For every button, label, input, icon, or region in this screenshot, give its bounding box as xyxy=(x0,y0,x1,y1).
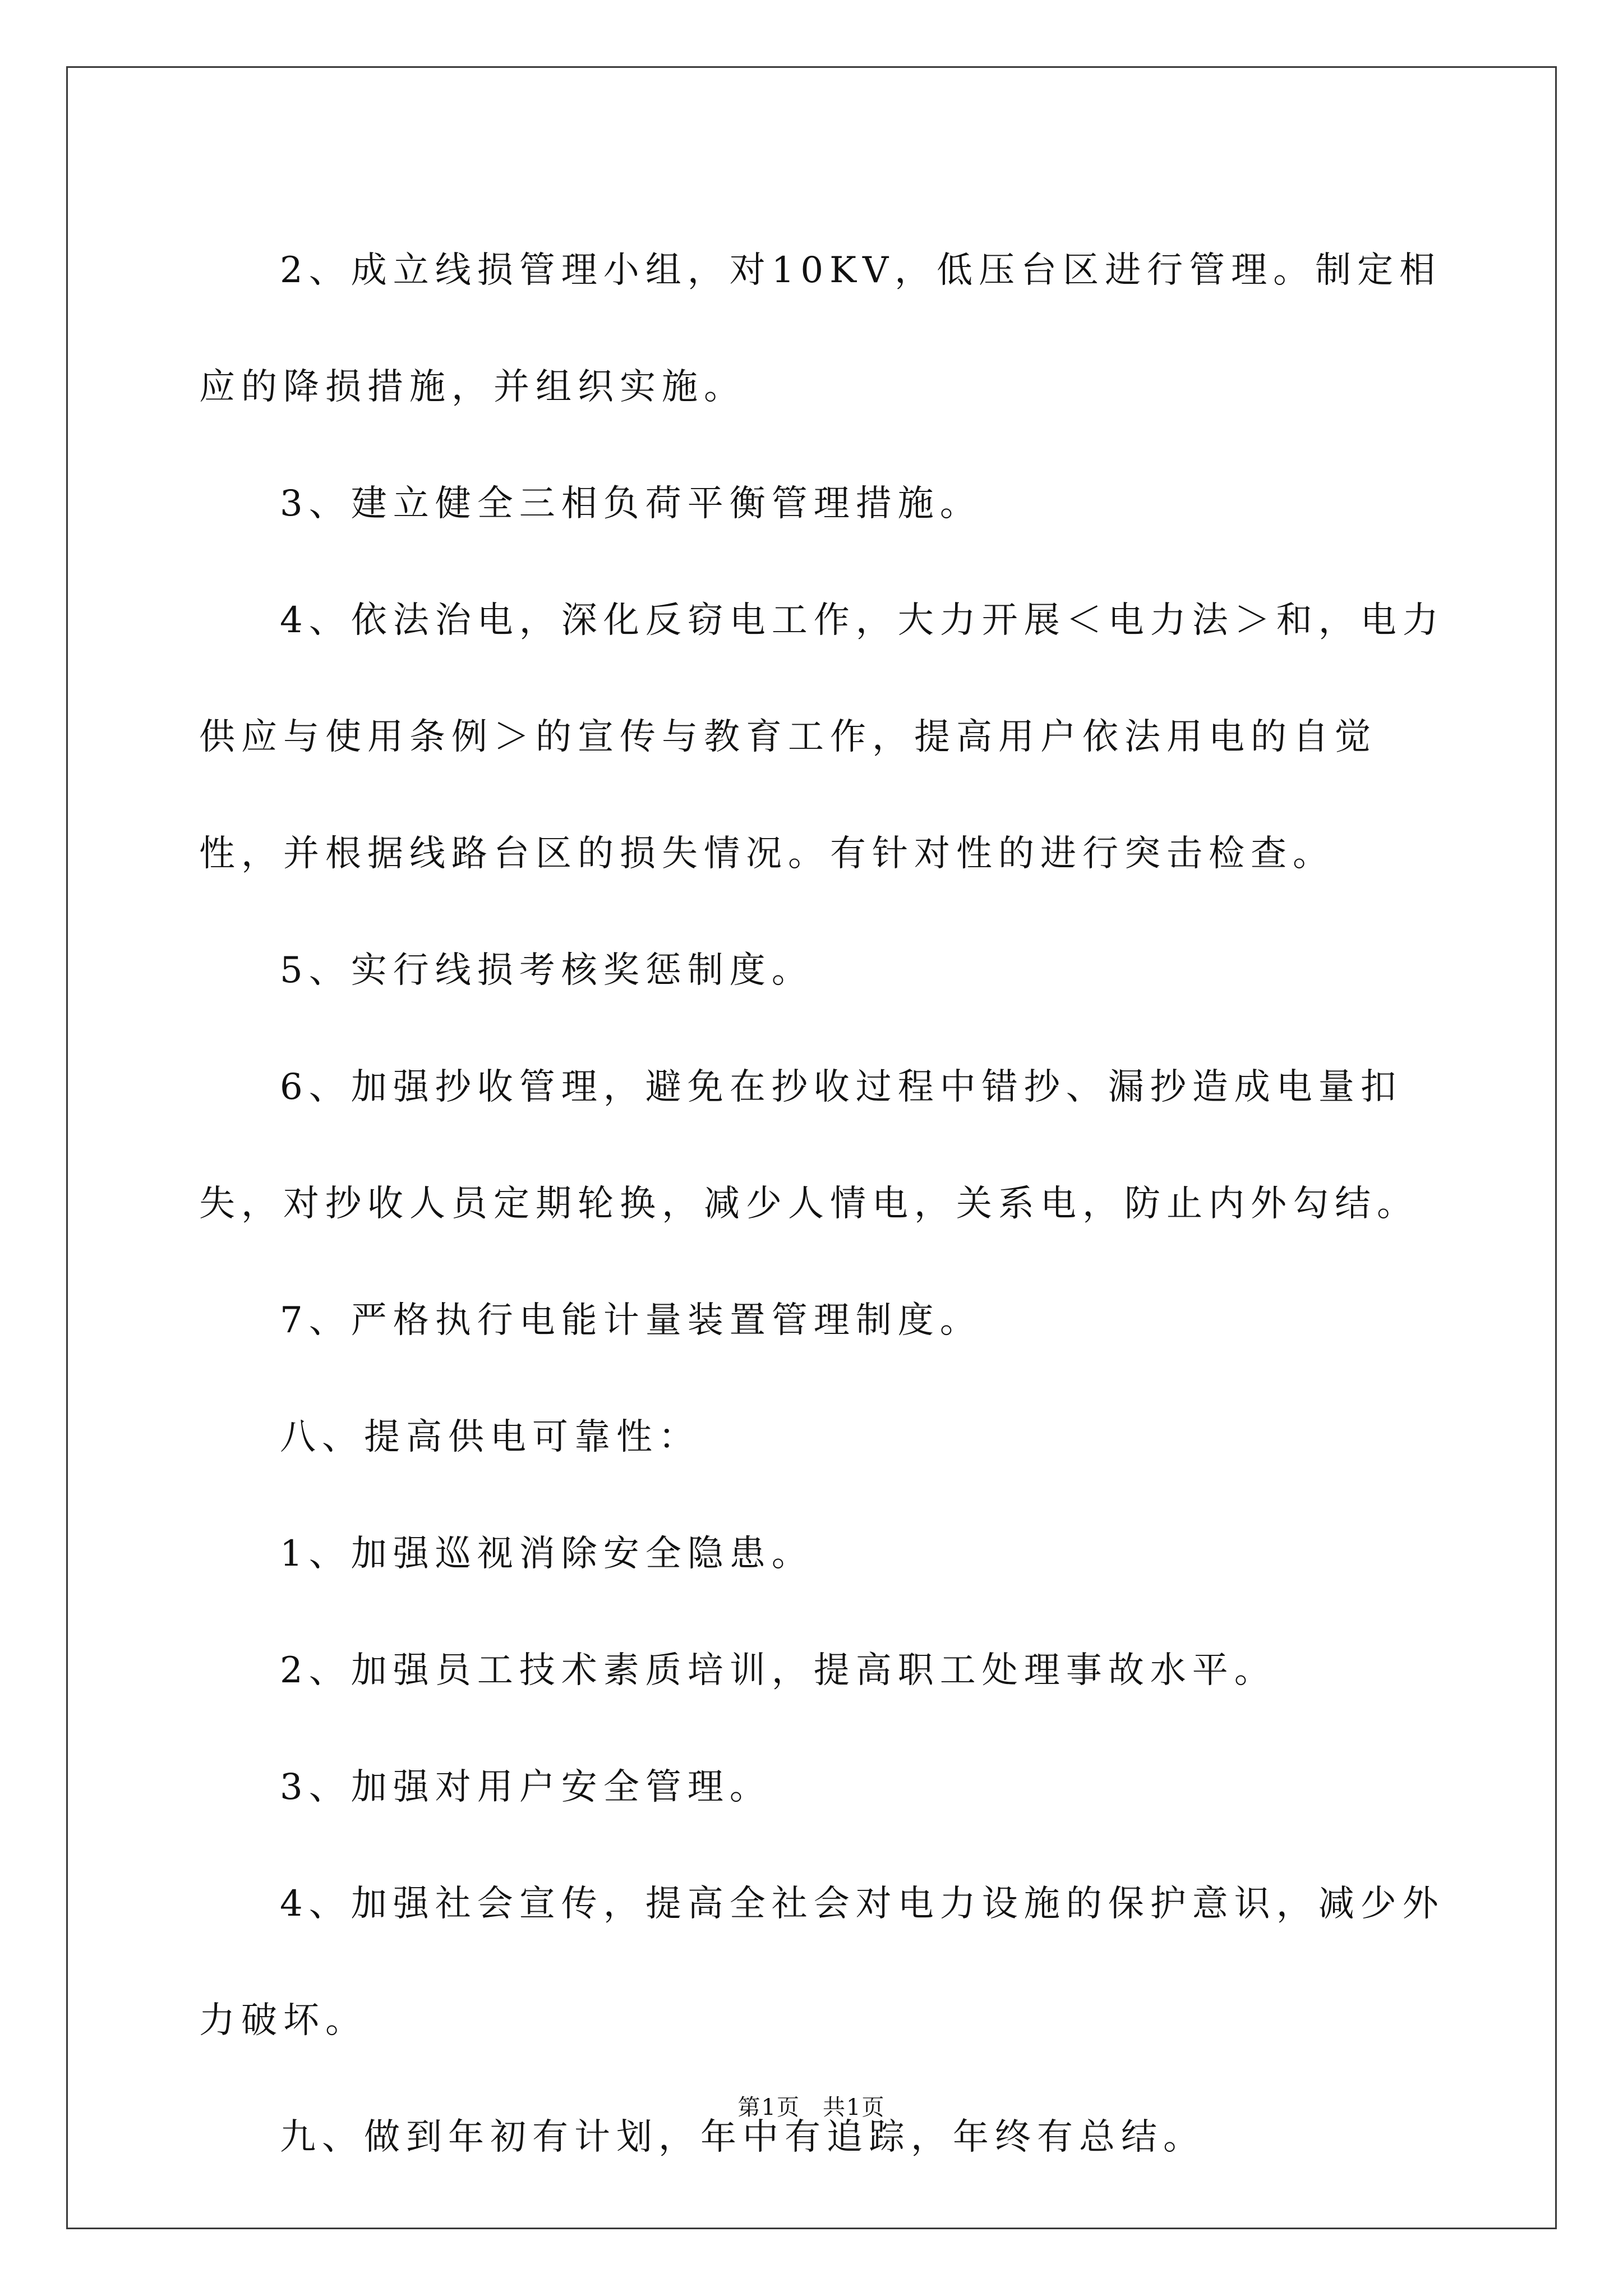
page-number-total: 共1页 xyxy=(823,2095,886,2120)
paragraph: 5、实行线损考核奖惩制度。 xyxy=(280,950,814,991)
paragraph: 2、加强员工技术素质培训，提高职工处理事故水平。 xyxy=(280,1650,1276,1691)
paragraph: 3、加强对用户安全管理。 xyxy=(280,1766,772,1808)
paragraph: 4、依法治电，深化反窃电工作，大力开展＜电力法＞和，电力供应与使用条例＞的宣传与教育工作，提高用户依法用电的自觉性，并根据线路台区的损失情况。有针对性的进行突击检查。 xyxy=(199,600,1445,875)
paragraph: 7、严格执行电能计量装置管理制度。 xyxy=(280,1300,982,1341)
section-heading: 九、做到年初有计划，年中有追踪，年终有总结。 xyxy=(280,2116,1205,2158)
paragraph: 3、建立健全三相负荷平衡管理措施。 xyxy=(280,483,982,524)
paragraph: 1、加强巡视消除安全隐患。 xyxy=(280,1533,814,1575)
document-body xyxy=(199,212,1455,2196)
paragraph: 4、加强社会宣传，提高全社会对电力设施的保护意识，减少外力破坏。 xyxy=(199,1883,1445,2041)
page-number-current: 第1页 xyxy=(737,2095,800,2120)
section-heading: 八、提高供电可靠性： xyxy=(280,1416,700,1458)
page-footer xyxy=(0,2090,1623,2122)
paragraph: 2、成立线损管理小组，对10KV，低压台区进行管理。制定相应的降损措施，并组织实施。 xyxy=(199,250,1442,408)
paragraph: 6、加强抄收管理，避免在抄收过程中错抄、漏抄造成电量扣失，对抄收人员定期轮换，减少人情电，关系电，防止内外勾结。 xyxy=(199,1066,1419,1225)
